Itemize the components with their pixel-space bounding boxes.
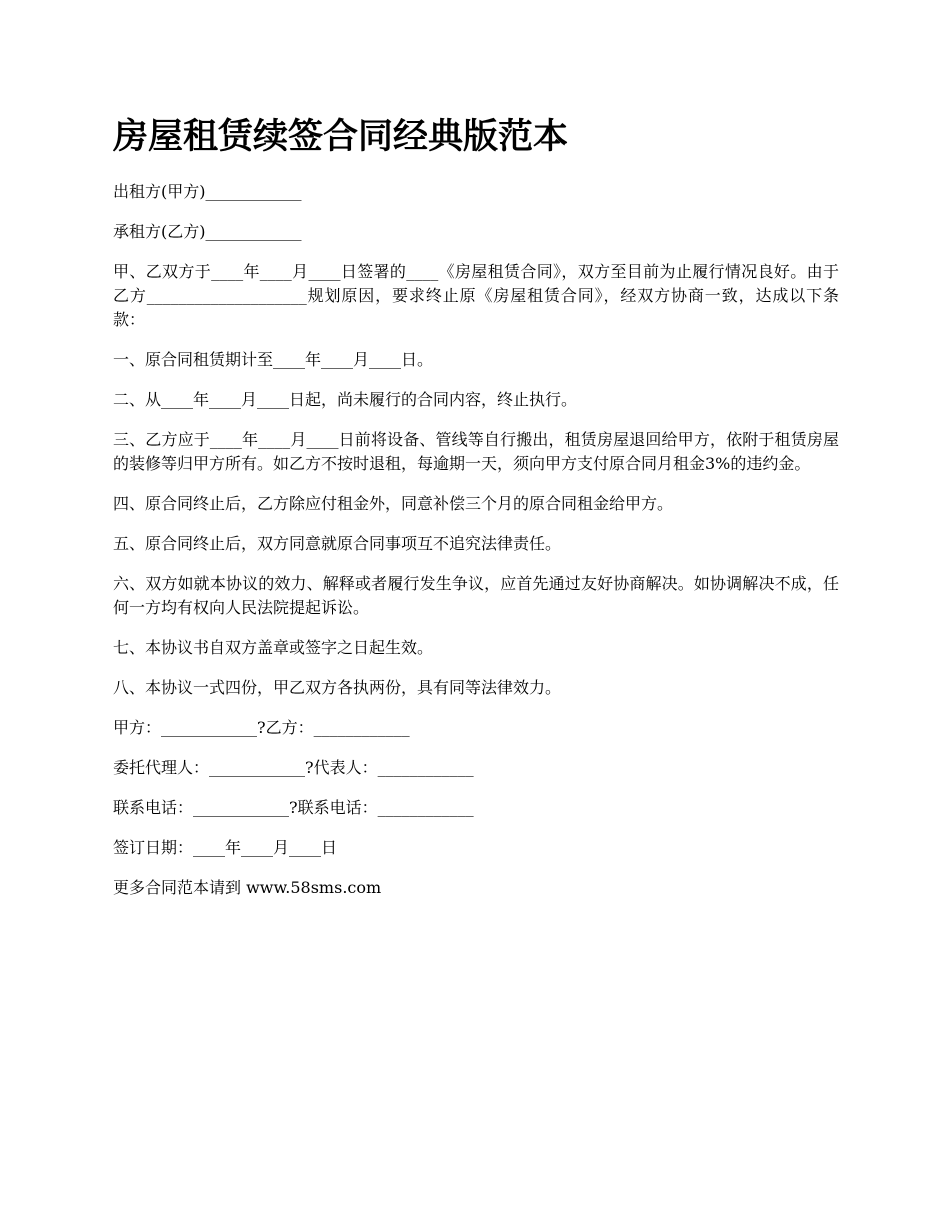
document-title: 房屋租赁续签合同经典版范本: [113, 116, 569, 157]
clause-1: 一、原合同租赁期计至____年____月____日。: [113, 350, 434, 369]
signature-agents-line: 委托代理人：____________?代表人：____________: [113, 758, 474, 777]
preamble-paragraph: 甲、乙双方于____年____月____日签署的____《房屋租赁合同》，双方至目前为止履行情况良好。由于乙方____________________规划原因，要求终止原《房屋租赁合同》，经双方协商一致，达成以下条款：: [113, 262, 839, 329]
clause-8: 八、本协议一式四份，甲乙双方各执两份，具有同等法律效力。: [113, 678, 562, 697]
clause-5: 五、原合同终止后，双方同意就原合同事项互不追究法律责任。: [113, 534, 562, 553]
clause-4: 四、原合同终止后，乙方除应付租金外，同意补偿三个月的原合同租金给甲方。: [113, 494, 674, 513]
signature-phones-line: 联系电话：____________?联系电话：____________: [113, 798, 474, 817]
document-page: [113, 108, 839, 916]
clause-7: 七、本协议书自双方盖章或签字之日起生效。: [113, 638, 434, 657]
clause-2: 二、从____年____月____日起，尚未履行的合同内容，终止执行。: [113, 390, 578, 409]
lessee-line: 承租方(乙方)____________: [113, 222, 302, 241]
lessor-line: 出租方(甲方)____________: [113, 182, 302, 201]
footer-source-line: 更多合同范本请到 www.58sms.com: [113, 878, 382, 897]
signing-date-line: 签订日期：____年____月____日: [113, 838, 338, 857]
clause-3: 三、乙方应于____年____月____日前将设备、管线等自行搬出，租赁房屋退回给甲方，依附于租赁房屋的装修等归甲方所有。如乙方不按时退租，每逾期一天，须向甲方支付原合同月租金3%的违约金。: [113, 430, 839, 473]
signature-parties-line: 甲方：____________?乙方：____________: [113, 718, 410, 737]
clause-6: 六、双方如就本协议的效力、解释或者履行发生争议，应首先通过友好协商解决。如协调解决不成，任何一方均有权向人民法院提起诉讼。: [113, 574, 839, 617]
